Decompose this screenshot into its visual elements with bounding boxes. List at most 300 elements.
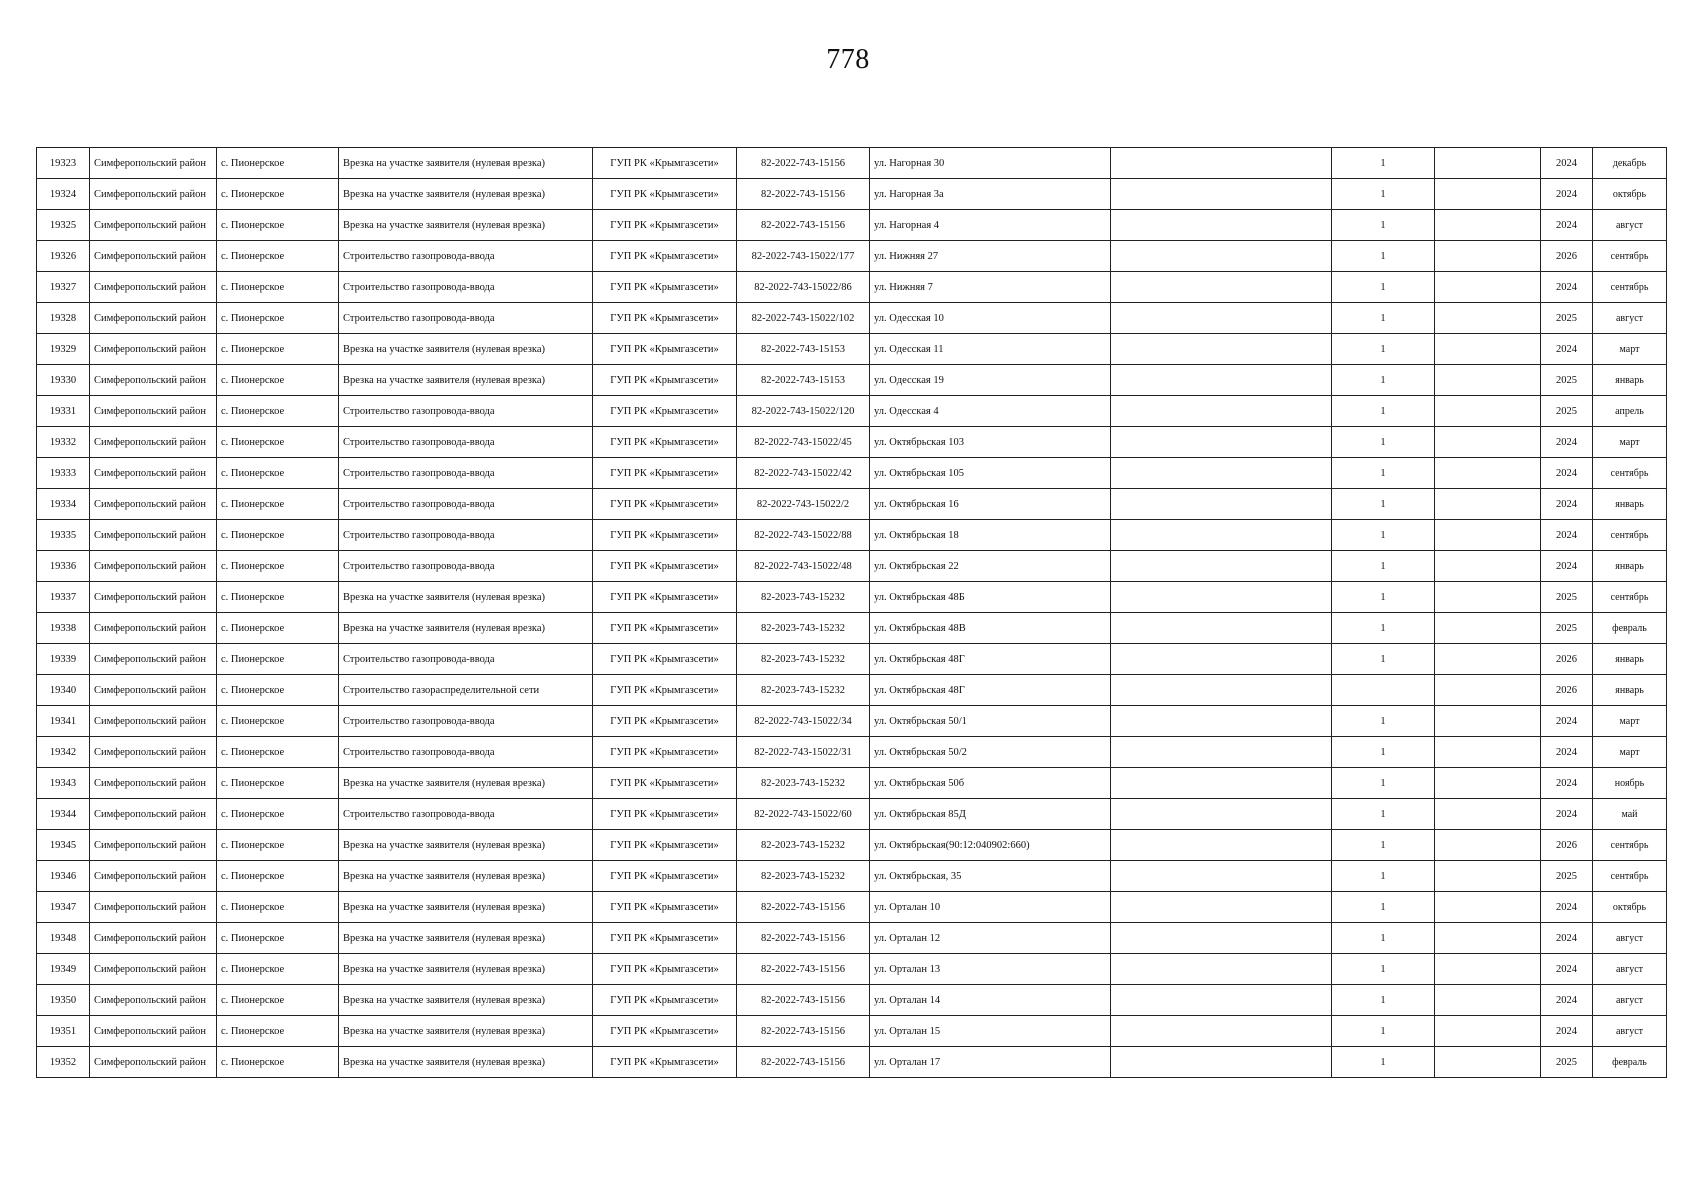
empty-cell [1111, 520, 1332, 551]
address-cell: ул. Одесская 11 [870, 334, 1111, 365]
month-cell: ноябрь [1593, 768, 1667, 799]
district-cell: Симферопольский район [90, 644, 217, 675]
year-cell: 2025 [1541, 861, 1593, 892]
district-cell: Симферопольский район [90, 613, 217, 644]
organization-cell: ГУП РК «Крымгазсети» [593, 210, 737, 241]
row-number-cell: 19346 [37, 861, 90, 892]
empty-cell [1111, 365, 1332, 396]
empty-cell [1435, 892, 1541, 923]
empty-cell [1111, 830, 1332, 861]
organization-cell: ГУП РК «Крымгазсети» [593, 737, 737, 768]
contract-number-cell: 82-2023-743-15232 [737, 861, 870, 892]
empty-cell [1435, 799, 1541, 830]
empty-cell [1435, 1047, 1541, 1078]
month-cell: август [1593, 1016, 1667, 1047]
table-row [37, 1047, 1667, 1078]
district-cell: Симферопольский район [90, 148, 217, 179]
village-cell: с. Пионерское [217, 396, 339, 427]
year-cell: 2024 [1541, 334, 1593, 365]
empty-cell [1435, 923, 1541, 954]
organization-cell: ГУП РК «Крымгазсети» [593, 179, 737, 210]
work-type-cell: Строительство газопровода-ввода [339, 551, 593, 582]
contract-number-cell: 82-2022-743-15156 [737, 923, 870, 954]
table-row [37, 179, 1667, 210]
empty-cell [1111, 396, 1332, 427]
district-cell: Симферопольский район [90, 458, 217, 489]
row-number-cell: 19327 [37, 272, 90, 303]
table-row [37, 582, 1667, 613]
contract-number-cell: 82-2022-743-15153 [737, 365, 870, 396]
contract-number-cell: 82-2023-743-15232 [737, 582, 870, 613]
empty-cell [1435, 644, 1541, 675]
work-type-cell: Врезка на участке заявителя (нулевая врезка) [339, 830, 593, 861]
contract-number-cell: 82-2022-743-15022/42 [737, 458, 870, 489]
row-number-cell: 19337 [37, 582, 90, 613]
organization-cell: ГУП РК «Крымгазсети» [593, 768, 737, 799]
work-type-cell: Врезка на участке заявителя (нулевая врезка) [339, 613, 593, 644]
contract-number-cell: 82-2022-743-15022/86 [737, 272, 870, 303]
address-cell: ул. Октябрьская 50/1 [870, 706, 1111, 737]
row-number-cell: 19339 [37, 644, 90, 675]
month-cell: октябрь [1593, 179, 1667, 210]
village-cell: с. Пионерское [217, 272, 339, 303]
table-row [37, 892, 1667, 923]
table-row [37, 675, 1667, 706]
row-number-cell: 19324 [37, 179, 90, 210]
organization-cell: ГУП РК «Крымгазсети» [593, 365, 737, 396]
month-cell: сентябрь [1593, 272, 1667, 303]
work-type-cell: Врезка на участке заявителя (нулевая врезка) [339, 861, 593, 892]
year-cell: 2025 [1541, 1047, 1593, 1078]
empty-cell [1111, 241, 1332, 272]
year-cell: 2024 [1541, 1016, 1593, 1047]
month-cell: август [1593, 303, 1667, 334]
village-cell: с. Пионерское [217, 923, 339, 954]
row-number-cell: 19326 [37, 241, 90, 272]
empty-cell [1111, 1047, 1332, 1078]
work-type-cell: Врезка на участке заявителя (нулевая врезка) [339, 148, 593, 179]
month-cell: март [1593, 706, 1667, 737]
empty-cell [1435, 365, 1541, 396]
month-cell: март [1593, 737, 1667, 768]
year-cell: 2024 [1541, 179, 1593, 210]
empty-cell [1111, 303, 1332, 334]
work-type-cell: Строительство газораспределительной сети [339, 675, 593, 706]
table-row [37, 365, 1667, 396]
empty-cell [1435, 179, 1541, 210]
empty-cell [1435, 1016, 1541, 1047]
address-cell: ул. Нижняя 27 [870, 241, 1111, 272]
month-cell: сентябрь [1593, 458, 1667, 489]
year-cell: 2026 [1541, 241, 1593, 272]
work-type-cell: Строительство газопровода-ввода [339, 644, 593, 675]
village-cell: с. Пионерское [217, 768, 339, 799]
district-cell: Симферопольский район [90, 210, 217, 241]
address-cell: ул. Нагорная 30 [870, 148, 1111, 179]
quantity-cell: 1 [1332, 148, 1435, 179]
empty-cell [1435, 613, 1541, 644]
quantity-cell: 1 [1332, 396, 1435, 427]
address-cell: ул. Одесская 10 [870, 303, 1111, 334]
month-cell: август [1593, 210, 1667, 241]
empty-cell [1435, 458, 1541, 489]
quantity-cell: 1 [1332, 613, 1435, 644]
year-cell: 2024 [1541, 799, 1593, 830]
month-cell: август [1593, 954, 1667, 985]
contract-number-cell: 82-2022-743-15022/34 [737, 706, 870, 737]
village-cell: с. Пионерское [217, 644, 339, 675]
row-number-cell: 19328 [37, 303, 90, 334]
quantity-cell: 1 [1332, 768, 1435, 799]
empty-cell [1111, 1016, 1332, 1047]
quantity-cell: 1 [1332, 210, 1435, 241]
district-cell: Симферопольский район [90, 830, 217, 861]
empty-cell [1435, 148, 1541, 179]
organization-cell: ГУП РК «Крымгазсети» [593, 396, 737, 427]
address-cell: ул. Октябрьская 48Б [870, 582, 1111, 613]
month-cell: сентябрь [1593, 861, 1667, 892]
table-row [37, 1016, 1667, 1047]
row-number-cell: 19348 [37, 923, 90, 954]
empty-cell [1435, 427, 1541, 458]
table-row [37, 427, 1667, 458]
contract-number-cell: 82-2022-743-15156 [737, 954, 870, 985]
contract-number-cell: 82-2022-743-15156 [737, 179, 870, 210]
address-cell: ул. Нижняя 7 [870, 272, 1111, 303]
contract-number-cell: 82-2022-743-15156 [737, 1047, 870, 1078]
address-cell: ул. Октябрьская 48Г [870, 675, 1111, 706]
organization-cell: ГУП РК «Крымгазсети» [593, 520, 737, 551]
table-body [37, 148, 1667, 1078]
village-cell: с. Пионерское [217, 954, 339, 985]
empty-cell [1111, 799, 1332, 830]
empty-cell [1435, 768, 1541, 799]
page-number: 778 [826, 44, 870, 75]
month-cell: февраль [1593, 613, 1667, 644]
row-number-cell: 19345 [37, 830, 90, 861]
work-type-cell: Врезка на участке заявителя (нулевая врезка) [339, 365, 593, 396]
empty-cell [1111, 489, 1332, 520]
empty-cell [1435, 706, 1541, 737]
row-number-cell: 19332 [37, 427, 90, 458]
year-cell: 2026 [1541, 830, 1593, 861]
address-cell: ул. Одесская 19 [870, 365, 1111, 396]
village-cell: с. Пионерское [217, 241, 339, 272]
year-cell: 2024 [1541, 923, 1593, 954]
year-cell: 2024 [1541, 985, 1593, 1016]
address-cell: ул. Октябрьская 18 [870, 520, 1111, 551]
row-number-cell: 19350 [37, 985, 90, 1016]
village-cell: с. Пионерское [217, 1047, 339, 1078]
empty-cell [1435, 241, 1541, 272]
district-cell: Симферопольский район [90, 799, 217, 830]
year-cell: 2024 [1541, 148, 1593, 179]
address-cell: ул. Одесская 4 [870, 396, 1111, 427]
table-row [37, 241, 1667, 272]
empty-cell [1111, 985, 1332, 1016]
village-cell: с. Пионерское [217, 458, 339, 489]
empty-cell [1435, 489, 1541, 520]
organization-cell: ГУП РК «Крымгазсети» [593, 675, 737, 706]
empty-cell [1111, 210, 1332, 241]
organization-cell: ГУП РК «Крымгазсети» [593, 427, 737, 458]
district-cell: Симферопольский район [90, 520, 217, 551]
organization-cell: ГУП РК «Крымгазсети» [593, 861, 737, 892]
empty-cell [1435, 272, 1541, 303]
row-number-cell: 19325 [37, 210, 90, 241]
organization-cell: ГУП РК «Крымгазсети» [593, 303, 737, 334]
empty-cell [1111, 272, 1332, 303]
year-cell: 2024 [1541, 272, 1593, 303]
table-row [37, 768, 1667, 799]
empty-cell [1435, 582, 1541, 613]
work-type-cell: Строительство газопровода-ввода [339, 303, 593, 334]
quantity-cell: 1 [1332, 644, 1435, 675]
quantity-cell: 1 [1332, 458, 1435, 489]
empty-cell [1111, 861, 1332, 892]
contract-number-cell: 82-2022-743-15022/60 [737, 799, 870, 830]
contract-number-cell: 82-2023-743-15232 [737, 830, 870, 861]
quantity-cell: 1 [1332, 830, 1435, 861]
work-type-cell: Врезка на участке заявителя (нулевая врезка) [339, 892, 593, 923]
district-cell: Симферопольский район [90, 985, 217, 1016]
row-number-cell: 19334 [37, 489, 90, 520]
contract-number-cell: 82-2022-743-15153 [737, 334, 870, 365]
address-cell: ул. Октябрьская(90:12:040902:660) [870, 830, 1111, 861]
empty-cell [1435, 520, 1541, 551]
organization-cell: ГУП РК «Крымгазсети» [593, 644, 737, 675]
address-cell: ул. Орталан 14 [870, 985, 1111, 1016]
contract-number-cell: 82-2023-743-15232 [737, 675, 870, 706]
row-number-cell: 19351 [37, 1016, 90, 1047]
empty-cell [1111, 675, 1332, 706]
empty-cell [1435, 334, 1541, 365]
empty-cell [1111, 923, 1332, 954]
table-row [37, 861, 1667, 892]
row-number-cell: 19341 [37, 706, 90, 737]
row-number-cell: 19329 [37, 334, 90, 365]
organization-cell: ГУП РК «Крымгазсети» [593, 489, 737, 520]
contract-number-cell: 82-2022-743-15022/177 [737, 241, 870, 272]
contract-number-cell: 82-2022-743-15156 [737, 1016, 870, 1047]
quantity-cell: 1 [1332, 241, 1435, 272]
village-cell: с. Пионерское [217, 582, 339, 613]
quantity-cell: 1 [1332, 954, 1435, 985]
quantity-cell: 1 [1332, 582, 1435, 613]
contract-number-cell: 82-2022-743-15156 [737, 892, 870, 923]
month-cell: апрель [1593, 396, 1667, 427]
district-cell: Симферопольский район [90, 1047, 217, 1078]
year-cell: 2024 [1541, 210, 1593, 241]
year-cell: 2024 [1541, 458, 1593, 489]
work-type-cell: Врезка на участке заявителя (нулевая врезка) [339, 582, 593, 613]
month-cell: май [1593, 799, 1667, 830]
organization-cell: ГУП РК «Крымгазсети» [593, 706, 737, 737]
contract-number-cell: 82-2022-743-15156 [737, 985, 870, 1016]
contract-number-cell: 82-2022-743-15022/48 [737, 551, 870, 582]
organization-cell: ГУП РК «Крымгазсети» [593, 148, 737, 179]
quantity-cell: 1 [1332, 1047, 1435, 1078]
year-cell: 2024 [1541, 892, 1593, 923]
table-row [37, 272, 1667, 303]
district-cell: Симферопольский район [90, 241, 217, 272]
table-row [37, 148, 1667, 179]
empty-cell [1435, 675, 1541, 706]
address-cell: ул. Октябрьская 16 [870, 489, 1111, 520]
empty-cell [1435, 551, 1541, 582]
quantity-cell: 1 [1332, 551, 1435, 582]
address-cell: ул. Октябрьская 103 [870, 427, 1111, 458]
address-cell: ул. Орталан 10 [870, 892, 1111, 923]
organization-cell: ГУП РК «Крымгазсети» [593, 582, 737, 613]
table-row [37, 303, 1667, 334]
village-cell: с. Пионерское [217, 427, 339, 458]
village-cell: с. Пионерское [217, 985, 339, 1016]
table-row [37, 737, 1667, 768]
table-row [37, 489, 1667, 520]
empty-cell [1111, 768, 1332, 799]
organization-cell: ГУП РК «Крымгазсети» [593, 923, 737, 954]
empty-cell [1111, 458, 1332, 489]
table-row [37, 458, 1667, 489]
quantity-cell: 1 [1332, 923, 1435, 954]
address-cell: ул. Нагорная 4 [870, 210, 1111, 241]
village-cell: с. Пионерское [217, 706, 339, 737]
month-cell: февраль [1593, 1047, 1667, 1078]
table-row [37, 985, 1667, 1016]
empty-cell [1435, 303, 1541, 334]
village-cell: с. Пионерское [217, 551, 339, 582]
organization-cell: ГУП РК «Крымгазсети» [593, 1047, 737, 1078]
village-cell: с. Пионерское [217, 737, 339, 768]
organization-cell: ГУП РК «Крымгазсети» [593, 551, 737, 582]
work-type-cell: Строительство газопровода-ввода [339, 458, 593, 489]
address-cell: ул. Октябрьская 48Г [870, 644, 1111, 675]
quantity-cell: 1 [1332, 1016, 1435, 1047]
table-row [37, 396, 1667, 427]
row-number-cell: 19323 [37, 148, 90, 179]
year-cell: 2024 [1541, 706, 1593, 737]
empty-cell [1111, 334, 1332, 365]
district-cell: Симферопольский район [90, 892, 217, 923]
quantity-cell: 1 [1332, 799, 1435, 830]
district-cell: Симферопольский район [90, 706, 217, 737]
district-cell: Симферопольский район [90, 272, 217, 303]
row-number-cell: 19340 [37, 675, 90, 706]
work-type-cell: Врезка на участке заявителя (нулевая врезка) [339, 985, 593, 1016]
contract-number-cell: 82-2022-743-15022/88 [737, 520, 870, 551]
month-cell: январь [1593, 644, 1667, 675]
contract-number-cell: 82-2022-743-15022/45 [737, 427, 870, 458]
village-cell: с. Пионерское [217, 520, 339, 551]
district-cell: Симферопольский район [90, 396, 217, 427]
district-cell: Симферопольский район [90, 675, 217, 706]
table-row [37, 644, 1667, 675]
table-row [37, 706, 1667, 737]
organization-cell: ГУП РК «Крымгазсети» [593, 830, 737, 861]
address-cell: ул. Орталан 13 [870, 954, 1111, 985]
quantity-cell: 1 [1332, 334, 1435, 365]
year-cell: 2025 [1541, 365, 1593, 396]
contract-number-cell: 82-2022-743-15022/2 [737, 489, 870, 520]
table-row [37, 613, 1667, 644]
empty-cell [1111, 148, 1332, 179]
quantity-cell: 1 [1332, 861, 1435, 892]
empty-cell [1111, 179, 1332, 210]
district-cell: Симферопольский район [90, 768, 217, 799]
district-cell: Симферопольский район [90, 737, 217, 768]
table-row [37, 334, 1667, 365]
month-cell: сентябрь [1593, 241, 1667, 272]
address-cell: ул. Октябрьская 85Д [870, 799, 1111, 830]
work-type-cell: Строительство газопровода-ввода [339, 396, 593, 427]
year-cell: 2024 [1541, 551, 1593, 582]
empty-cell [1111, 427, 1332, 458]
district-cell: Симферопольский район [90, 179, 217, 210]
contract-number-cell: 82-2022-743-15022/102 [737, 303, 870, 334]
row-number-cell: 19331 [37, 396, 90, 427]
empty-cell [1435, 737, 1541, 768]
table-row [37, 551, 1667, 582]
year-cell: 2025 [1541, 396, 1593, 427]
empty-cell [1435, 396, 1541, 427]
year-cell: 2024 [1541, 489, 1593, 520]
village-cell: с. Пионерское [217, 210, 339, 241]
organization-cell: ГУП РК «Крымгазсети» [593, 272, 737, 303]
address-cell: ул. Нагорная 3а [870, 179, 1111, 210]
empty-cell [1435, 210, 1541, 241]
empty-cell [1111, 892, 1332, 923]
quantity-cell: 1 [1332, 427, 1435, 458]
village-cell: с. Пионерское [217, 861, 339, 892]
year-cell: 2024 [1541, 737, 1593, 768]
quantity-cell: 1 [1332, 892, 1435, 923]
empty-cell [1111, 551, 1332, 582]
work-type-cell: Строительство газопровода-ввода [339, 427, 593, 458]
address-cell: ул. Орталан 12 [870, 923, 1111, 954]
work-type-cell: Строительство газопровода-ввода [339, 706, 593, 737]
organization-cell: ГУП РК «Крымгазсети» [593, 985, 737, 1016]
year-cell: 2025 [1541, 303, 1593, 334]
district-cell: Симферопольский район [90, 303, 217, 334]
contract-number-cell: 82-2023-743-15232 [737, 613, 870, 644]
contract-number-cell: 82-2022-743-15022/31 [737, 737, 870, 768]
district-cell: Симферопольский район [90, 923, 217, 954]
organization-cell: ГУП РК «Крымгазсети» [593, 1016, 737, 1047]
work-type-cell: Строительство газопровода-ввода [339, 241, 593, 272]
organization-cell: ГУП РК «Крымгазсети» [593, 458, 737, 489]
organization-cell: ГУП РК «Крымгазсети» [593, 241, 737, 272]
row-number-cell: 19338 [37, 613, 90, 644]
quantity-cell: 1 [1332, 179, 1435, 210]
address-cell: ул. Октябрьская 22 [870, 551, 1111, 582]
work-type-cell: Врезка на участке заявителя (нулевая врезка) [339, 923, 593, 954]
district-cell: Симферопольский район [90, 551, 217, 582]
village-cell: с. Пионерское [217, 799, 339, 830]
row-number-cell: 19330 [37, 365, 90, 396]
district-cell: Симферопольский район [90, 861, 217, 892]
month-cell: март [1593, 334, 1667, 365]
month-cell: август [1593, 985, 1667, 1016]
address-cell: ул. Октябрьская 50б [870, 768, 1111, 799]
row-number-cell: 19349 [37, 954, 90, 985]
data-table [36, 147, 1667, 1078]
contract-number-cell: 82-2023-743-15232 [737, 644, 870, 675]
month-cell: январь [1593, 365, 1667, 396]
quantity-cell: 1 [1332, 520, 1435, 551]
month-cell: сентябрь [1593, 582, 1667, 613]
work-type-cell: Врезка на участке заявителя (нулевая врезка) [339, 954, 593, 985]
